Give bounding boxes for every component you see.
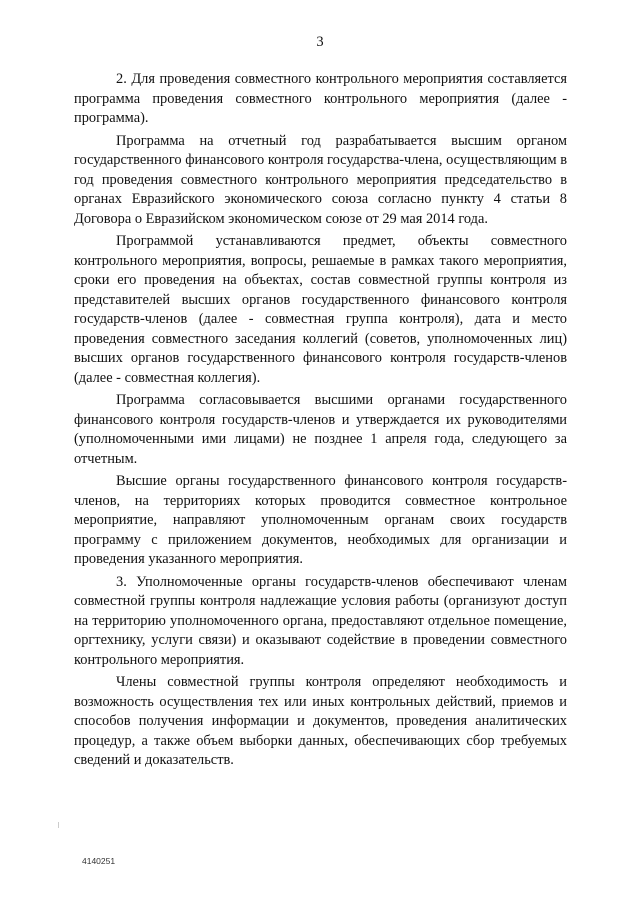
paragraph-2: Программа на отчетный год разрабатывается высшим органом государственного финансового контроля государства-члена, осуществляющим в год проведения совместного контрольного мероприятия председательство в органах Евразийского экономического союза согласно пункту 4 статьи 8 Договора о Евразийском экономическом союзе от 29 мая 2014 года. bbox=[74, 132, 567, 227]
paragraph-1: 2. Для проведения совместного контрольного мероприятия составляется программа проведения совместного контрольного мероприятия (далее - программа). bbox=[74, 71, 567, 126]
footer-document-code: 4140251 bbox=[82, 856, 116, 866]
paragraph-6: 3. Уполномоченные органы государств-членов обеспечивают членам совместной группы контроля надлежащие условия работы (организуют доступ на территорию уполномоченного органа, предоставляют отдельное помещение, оргтехнику, услуги связи) и оказывают содействие в проведении совместного контрольного мероприятия. bbox=[74, 573, 567, 668]
page-number: 3 bbox=[316, 34, 324, 50]
document-body bbox=[74, 70, 567, 774]
paragraph-7: Члены совместной группы контроля определяют необходимость и возможность осуществления тех или иных контрольных действий, приемов и способов получения информации и документов, проведения аналитических процедур, а также объем выборки данных, обеспечивающих сбор требуемых сведений и доказательств. bbox=[74, 674, 567, 768]
paragraph-4: Программа согласовывается высшими органами государственного финансового контроля государств-членов и утверждается их руководителями (уполномоченными ими лицами) не позднее 1 апреля года, следующего за отчетным. bbox=[74, 392, 567, 467]
paragraph-3: Программой устанавливаются предмет, объекты совместного контрольного мероприятия, вопросы, решаемые в рамках такого мероприятия, сроки его проведения на объектах, состав совместной группы контроля из представителей высших органов государственного финансового контроля государств-членов (далее - совместная группа контроля), дата и место проведения совместного заседания коллегий (советов, уполномоченных лиц) высших органов государственного финансового контроля государств-членов (далее - совместная коллегия). bbox=[74, 233, 567, 386]
paragraph-5: Высшие органы государственного финансового контроля государств-членов, на территориях которых проводится совместное контрольное мероприятие, направляют уполномоченным органам своих государств программу с приложением документов, необходимых для организации и проведения указанного мероприятия. bbox=[74, 473, 567, 567]
scan-margin-mark bbox=[58, 822, 59, 828]
